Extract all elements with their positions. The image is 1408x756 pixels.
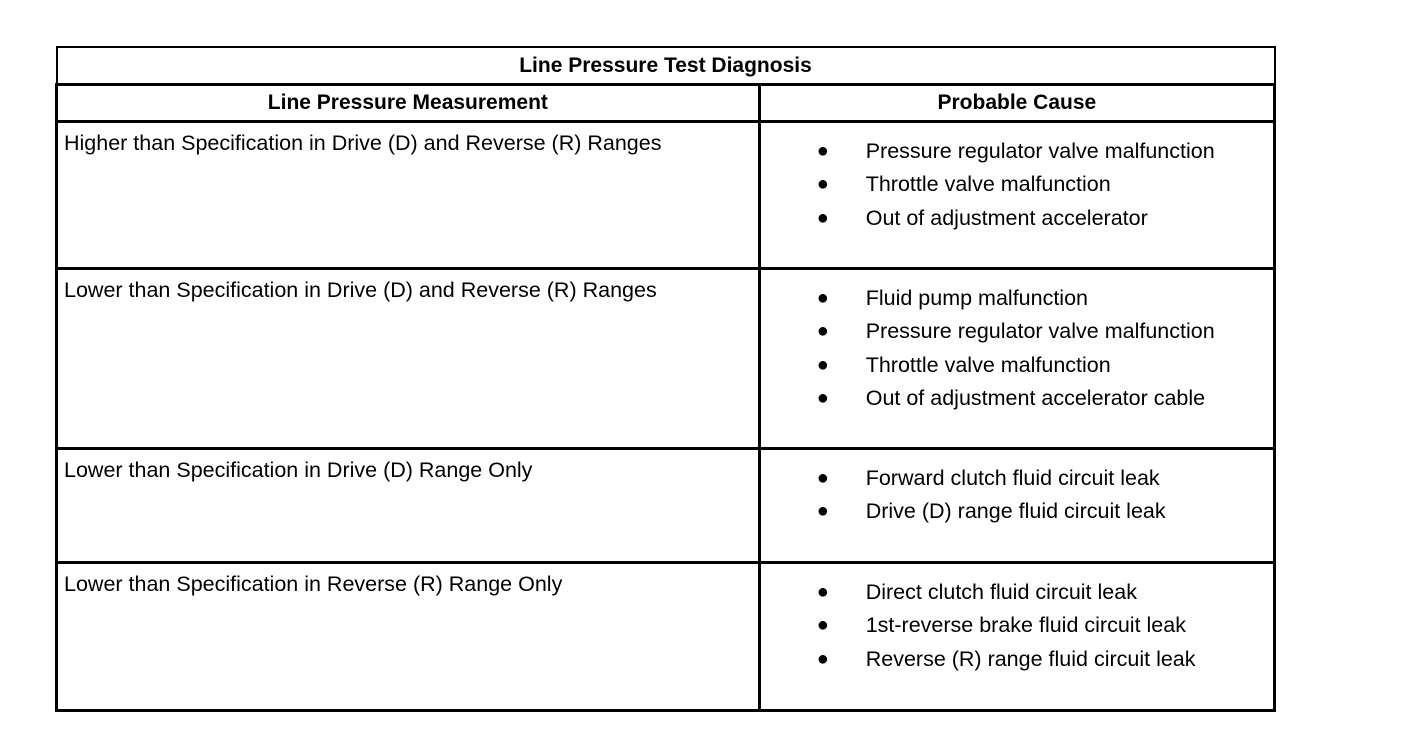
bullet-icon: ● bbox=[816, 500, 829, 523]
cause-text: Pressure regulator valve malfunction bbox=[865, 139, 1215, 163]
cause-text: 1st-reverse brake fluid circuit leak bbox=[865, 613, 1186, 638]
bullet-icon: ● bbox=[816, 647, 829, 670]
cause-text: Forward clutch fluid circuit leak bbox=[865, 466, 1160, 490]
cause-item bbox=[761, 462, 1273, 495]
causes-cell bbox=[759, 269, 1274, 449]
bullet-icon: ● bbox=[816, 173, 829, 196]
cause-item bbox=[761, 382, 1273, 415]
cause-item bbox=[761, 576, 1273, 609]
cause-text: Throttle valve malfunction bbox=[865, 172, 1111, 197]
bullet-icon: ● bbox=[816, 387, 829, 410]
cause-item bbox=[761, 349, 1273, 382]
cause-item bbox=[761, 315, 1273, 348]
cause-item bbox=[761, 202, 1273, 235]
cause-list bbox=[761, 576, 1273, 676]
causes-cell bbox=[759, 563, 1274, 711]
bullet-icon: ● bbox=[816, 206, 829, 229]
cause-item bbox=[761, 168, 1273, 201]
table-row bbox=[57, 122, 1275, 269]
causes-cell bbox=[759, 122, 1274, 269]
cause-text: Direct clutch fluid circuit leak bbox=[865, 580, 1137, 604]
column-header-cause: Probable Cause bbox=[759, 85, 1274, 122]
cause-list bbox=[761, 282, 1273, 416]
cause-list bbox=[761, 135, 1273, 235]
table-row bbox=[57, 449, 1275, 563]
bullet-icon: ● bbox=[816, 320, 829, 343]
column-header-measurement: Line Pressure Measurement bbox=[57, 85, 760, 122]
cause-text: Fluid pump malfunction bbox=[865, 286, 1088, 310]
causes-cell bbox=[759, 449, 1274, 563]
diagnosis-table bbox=[55, 46, 1276, 712]
cause-item bbox=[761, 643, 1273, 676]
cause-text: Reverse (R) range fluid circuit leak bbox=[865, 646, 1196, 671]
cause-item bbox=[761, 135, 1273, 168]
measurement-cell: Lower than Specification in Drive (D) and Reverse (R) Ranges bbox=[57, 269, 760, 449]
table-title: Line Pressure Test Diagnosis bbox=[57, 47, 1275, 85]
bullet-icon: ● bbox=[816, 581, 829, 603]
cause-text: Pressure regulator valve malfunction bbox=[865, 319, 1215, 344]
table-row bbox=[57, 563, 1275, 711]
cause-item bbox=[761, 609, 1273, 642]
cause-text: Out of adjustment accelerator bbox=[865, 205, 1148, 230]
cause-list bbox=[761, 462, 1273, 529]
bullet-icon: ● bbox=[816, 614, 829, 637]
bullet-icon: ● bbox=[816, 467, 829, 489]
measurement-cell: Higher than Specification in Drive (D) and Reverse (R) Ranges bbox=[57, 122, 760, 269]
cause-text: Throttle valve malfunction bbox=[865, 352, 1111, 377]
cause-item bbox=[761, 282, 1273, 315]
bullet-icon: ● bbox=[816, 287, 829, 309]
cause-text: Out of adjustment accelerator cable bbox=[865, 386, 1206, 411]
bullet-icon: ● bbox=[816, 140, 829, 162]
table-row bbox=[57, 269, 1275, 449]
bullet-icon: ● bbox=[816, 353, 829, 376]
cause-item bbox=[761, 495, 1273, 528]
measurement-cell: Lower than Specification in Reverse (R) Range Only bbox=[57, 563, 760, 711]
measurement-cell: Lower than Specification in Drive (D) Range Only bbox=[57, 449, 760, 563]
cause-text: Drive (D) range fluid circuit leak bbox=[865, 499, 1166, 524]
